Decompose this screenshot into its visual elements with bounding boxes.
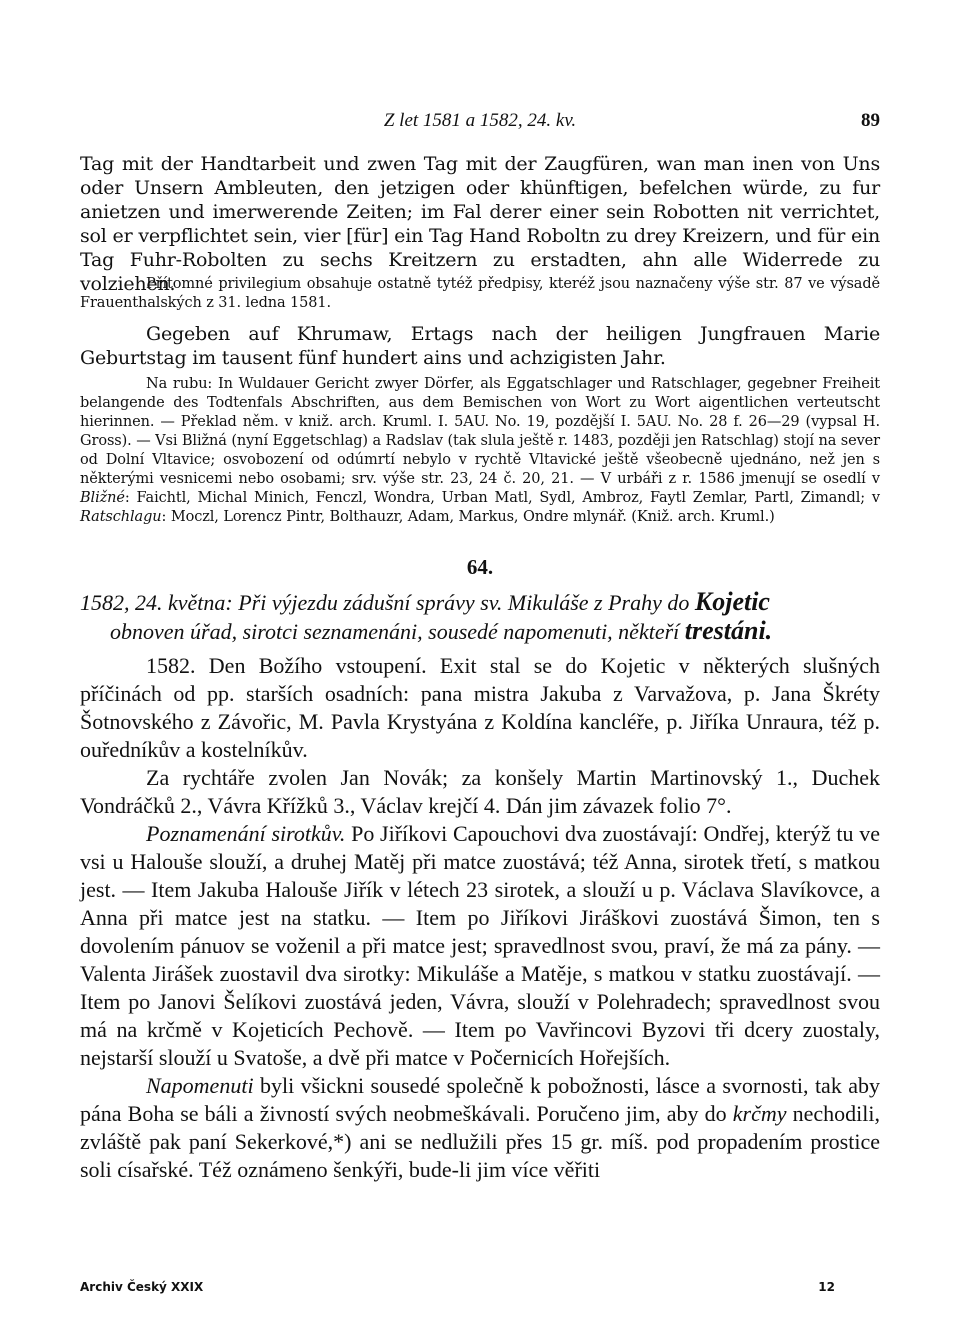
orphans-heading: Poznamenání sirotkův. <box>146 821 346 846</box>
main-paragraph-4 <box>80 1072 880 1184</box>
entry-title-punish: trestáni. <box>684 616 773 645</box>
top-paragraph: Tag mit der Handtarbeit und zwen Tag mit der Zaugfüren, wan man inen von Uns oder Unsern Ambleuten, den jetzigen oder khünftigen, befelchen würde, zu fur anietzen und imerwerende Zeiten; im Fal derer einer sein Robotten nit verrichtet, sol er verpflichtet sein, vier [für] ein Tag Hand Roboltn zu drey Kreizern, und für ein Tag Fuhr-Robolten zu sechs Kreitzern zu erstadten, ahn alle Widerrede zu volziehen. <box>80 153 880 295</box>
dated-paragraph: Gegeben auf Khrumaw, Ertags nach der heiligen Jungfrauen Marie Geburtstag im tausent fünf hundert ains und achzigisten Jahr. <box>80 323 880 369</box>
page-footer <box>80 1280 880 1300</box>
main-paragraph-2: Za rychtáře zvolen Jan Novák; za konšely Martin Martinovský 1., Duchek Vondráčků 2., Vávra Křížků 3., Václav krejčí 4. Dán jim závazek folio 7°. <box>80 765 880 818</box>
note-2-italic2: Ratschlagu <box>80 509 162 525</box>
entry-title-line2-text: obnoven úřad, sirotci seznamenáni, sousedé napomenuti, někteří <box>110 619 685 644</box>
page-header <box>80 110 880 134</box>
page-number: 89 <box>861 110 880 131</box>
archive-signature: Archiv Český XXIX <box>80 1280 204 1294</box>
main-paragraph-3 <box>80 820 880 1072</box>
entry-number: 64. <box>466 555 494 579</box>
entry-title <box>80 588 880 646</box>
sheet-number: 12 <box>818 1280 835 1294</box>
note-2-italic1: Bližné <box>80 490 125 506</box>
entry-title-line2 <box>80 617 880 646</box>
small-note-1: Přítomné privilegium obsahuje ostatně tytéž předpisy, kteréž jsou naznačeny výše str. 87 ve výsadě Frauenthalských z 31. ledna 1581. <box>80 276 880 311</box>
running-title: Z let 1581 a 1582, 24. kv. <box>383 110 577 131</box>
note-2-block <box>80 375 880 527</box>
main-paragraph-4-text-a: byli všickni sousedé společně k pobožnosti, lásce a svornosti, tak aby pána Boha se báli a živností svých neobmeškávali. Poručeno jim, aby do <box>80 1073 880 1126</box>
note-1-block <box>80 275 880 313</box>
note-2-part1: Na rubu: In Wuldauer Gericht zwyer Dörfer, als Eggatschlager und Ratschlager, gegebner Freiheit belangende des Todtenfals Abschriften, aus dem Bemischen von Wort zu Wort aigentlichen verteutscht hierinnen. — Překlad něm. v kniž. arch. Kruml. I. 5AU. No. 19, pozdější I. 5AU. No. 28 f. 26—29 (vypsal H. Gross). — Vsi Bližná (nyní Eggetschlag) a Radslav (tak slula ještě r. 1483, později jen Ratschlag) stojí na sever od Dolní Vltavice; osvobození od odúmrtí nebylo v rychtě Vltavické ještě všeobecně ujednáno, než jen s některými vesnicemi nebo osobami; srv. výše str. 23, 24 č. 20, 21. — V urbáři z r. 1586 jmenují se osedlí v <box>80 376 880 487</box>
main-paragraph-4-text-b: nechodili, zvláště pak paní Sekerkové,*) ani se nedlužili přes 15 gr. míš. pod propadením prostice soli císařské. Též oznámeno šenkýři, bude-li jim více věřiti <box>80 1101 880 1182</box>
entry-title-line1-text: 1582, 24. května: Při výjezdu zádušní správy sv. Mikuláše z Prahy do <box>80 590 695 615</box>
entry-title-line1 <box>80 587 770 616</box>
tavern-word: krčmy <box>732 1101 787 1126</box>
main-paragraph-3-text: Po Jiříkovi Capouchovi dva zuostávají: Ondřej, kterýž tu ve vsi u Halouše slouží, a druhej Matěj při matce zuostává; též Anna, sirotek třetí, s matkou jest. — Item Jakuba Halouše Jiřík v létech 23 sirotek, a slouží u p. Václava Slavíkovce, a Anna při matce jest na statku. — Item po Jiříkovi Jiráškovi zuostává Šimon, ten s dovolením pánuov se voženil a při matce jest; spravedlnost svou, praví, že má za pány. — Valenta Jirášek zuostavil dva sirotky: Mikuláše a Matěje, s matkou v statku zuostávají. — Item po Janovi Šelíkovi zuostává jeden, Vávra, slouží v Polehradech; spravedlnost svou má na krčmě v Kojeticích Pechově. — Item po Vavřincovi Byzovi tři dcery zuostaly, nejstarší slouží u Svatoše, a dvě při matce v Počernicích Hořejších. <box>80 821 881 1070</box>
note-2-part2: : Faichtl, Michal Minich, Fenczl, Wondra, Urban Matl, Sydl, Ambroz, Faytl Zemlar, Partl, Zimandl; v <box>124 490 880 506</box>
main-text <box>80 652 880 1184</box>
note-2-part3: : Moczl, Lorencz Pintr, Bolthauzr, Adam, Markus, Ondre mlynář. (Kniž. arch. Kruml.) <box>161 509 775 525</box>
entry-title-place: Kojetic <box>694 587 770 616</box>
admonished-heading: Napomenuti <box>146 1073 254 1098</box>
dated-paragraph-block <box>80 322 880 370</box>
small-note-2 <box>80 375 880 527</box>
main-paragraph-1: 1582. Den Božího vstoupení. Exit stal se do Kojetic v některých slušných příčinách od pp. starších osadních: pana mistra Jakuba z Varvažova, p. Jana Škréty Šotnovského z Závořic, M. Pavla Krystyána z Koldína kancléře, p. Jiříka Unraura, též p. ouředníkův a kostelníkův. <box>80 653 880 762</box>
